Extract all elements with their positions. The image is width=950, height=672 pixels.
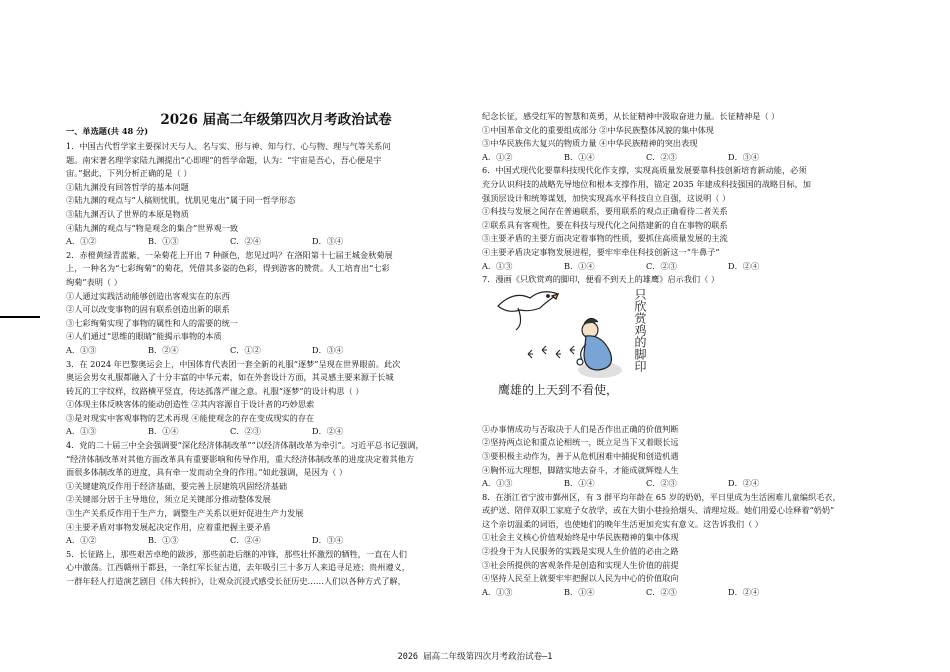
answer-a: A．①③ bbox=[66, 344, 97, 355]
q3-line: 砖瓦的工字纹样，纹路横平竖直，传达孤落严谨之意。礼服“逐梦”的设计构思（ ） bbox=[66, 385, 364, 396]
answer-d: D．②④ bbox=[312, 426, 344, 437]
answer-c: C．②④ bbox=[230, 535, 261, 546]
answer-b: B．①③ bbox=[148, 535, 179, 546]
q1-line: 宙。”据此，下列分析正确的是（ ） bbox=[66, 168, 192, 179]
q5-line: 心中激荡。江西赣州于都县，一条红军长征古道，去年吸引三十多万人来追寻足迹；贵州遵义， bbox=[66, 562, 410, 573]
q7-option: ②坚持两点论和重点论相统一，既立足当下又着眼长远 bbox=[482, 437, 679, 448]
q3-line: 奥运会男女礼服都融入了十分丰富的中华元素，如在外套设计方面，其灵感主要来源于长城 bbox=[66, 372, 394, 383]
q1-option: ④陆九渊的观点与“物是观念的集合”世界观一致 bbox=[66, 222, 239, 233]
q7-option: ①办事情成功与否取决于人们是否作出正确的价值判断 bbox=[482, 423, 679, 434]
q2-option: ①人通过实践活动能够创造出客观实在的东西 bbox=[66, 290, 230, 301]
q8-option: ③社会所提供的客观条件是创造和实现人生价值的前提 bbox=[482, 559, 679, 570]
q8-option: ④坚持人民至上就要牢牢把握以人民为中心的价值取向 bbox=[482, 573, 679, 584]
answer-b: B．①④ bbox=[564, 260, 595, 271]
answer-c: C．②③ bbox=[646, 260, 677, 271]
q8-line: 或护送、陪伴双职工家庭子女放学，或在大街小巷捡拾烟头、清理垃圾。她们用爱心诠释着“奶奶” bbox=[482, 505, 835, 516]
page-title: 2026 届高二年级第四次月考政治试卷 bbox=[160, 112, 392, 128]
q8-line: 这个亲切温柔的词语，也使她们的晚年生活更加充实有意义。这告诉我们（ ） bbox=[482, 518, 763, 529]
q8-option: ①社会主义核心价值观始终是中华民族精神的集中体现 bbox=[482, 532, 679, 543]
answer-d: D．②④ bbox=[728, 586, 760, 597]
q6-option: ③主要矛盾的主要方面决定着事物的性质，要抓住高质量发展的主流 bbox=[482, 233, 728, 244]
answer-a: A．①③ bbox=[482, 586, 513, 597]
q4-option: ②关键部分居于主导地位，须立足关键部分推动整体发展 bbox=[66, 494, 271, 505]
answer-c: C．①② bbox=[230, 344, 261, 355]
q5-option: ①中国革命文化的重要组成部分 ②中华民族整体风貌的集中体现 bbox=[482, 124, 714, 135]
q3-answers bbox=[66, 425, 450, 439]
q5-line: 5．长征路上，那些艰苦卓绝的跋涉，那些前赴后继的冲锋，那些壮怀激烈的牺牲，一直在人们 bbox=[66, 548, 407, 559]
answer-c: C．②③ bbox=[646, 586, 677, 597]
footprints bbox=[528, 346, 575, 358]
cartoon-caption: 鹰雄的上天到不看使， bbox=[498, 383, 619, 397]
answer-d: D．③④ bbox=[728, 151, 760, 162]
q1-option: ①陆九渊没有回答哲学的基本问题 bbox=[66, 181, 189, 192]
q4-line: 4．党的二十届三中全会强调要“深化经济体制改革”“以经济体制改革为牵引”。习近平总书记强调， bbox=[66, 440, 424, 451]
q4-option: ①关键建筑反作用于经济基础，要完善上层建筑巩固经济基础 bbox=[66, 480, 288, 491]
answer-b: B．②④ bbox=[148, 344, 179, 355]
answer-c: C．②④ bbox=[230, 236, 261, 247]
answer-b: B．①④ bbox=[564, 586, 595, 597]
q5-answers bbox=[482, 151, 874, 165]
q6-line: 强顶层设计和统筹谋划，加快实现高水平科技自立自强，这说明（ ） bbox=[482, 192, 731, 203]
q3-option: ③是对现实中客观事物的艺术再现 ④能使观念的存在变成现实的存在 bbox=[66, 412, 315, 423]
q4-option: ④主要矛盾对事物发展起决定作用，应着重把握主要矛盾 bbox=[66, 521, 271, 532]
eagle-figure bbox=[498, 292, 558, 330]
answer-a: A．①② bbox=[66, 236, 97, 247]
q2-answers bbox=[66, 344, 450, 358]
q6-option: ②联系具有客观性，要在科技与现代化之间搭建新的自在事物的联系 bbox=[482, 219, 728, 230]
q8-answers bbox=[482, 586, 874, 600]
q1-option: ②陆九渊的观点与“人稿则忧肌，忧肌见鬼出”属于同一哲学形态 bbox=[66, 195, 296, 206]
q4-line: 面很多体制改革的进度，具有牵一发而动全身的作用。”如此强调，是因为（ ） bbox=[66, 467, 348, 478]
q6-line: 6．中国式现代化要靠科技现代化作支撑，实现高质量发展要靠科技创新培育新动能，必须 bbox=[482, 165, 807, 176]
answer-b: B．①④ bbox=[564, 478, 595, 489]
q1-answers bbox=[66, 235, 450, 249]
person-figure bbox=[577, 318, 622, 378]
answer-a: A．①③ bbox=[482, 260, 513, 271]
answer-d: D．②④ bbox=[728, 260, 760, 271]
q2-line: 绚菊”表明（ ） bbox=[66, 276, 122, 287]
margin-mark bbox=[0, 316, 40, 318]
cartoon-illustration bbox=[490, 284, 658, 402]
cartoon-drawing bbox=[490, 284, 658, 402]
q4-answers bbox=[66, 534, 450, 548]
q6-line: 充分认识科技的战略先导地位和根本支撑作用，锚定 2035 年建成科技强国的战略目标，加 bbox=[482, 178, 811, 189]
answer-a: A．①② bbox=[66, 535, 97, 546]
answer-a: A．①③ bbox=[482, 478, 513, 489]
q6-option: ①科技与发展之间存在普遍联系，要用联系的观点正确看待二者关系 bbox=[482, 206, 728, 217]
q3-line: 3．在 2024 年巴黎奥运会上，中国体育代表团一套全新的礼服“逐梦”呈现在世界眼前。此次 bbox=[66, 358, 401, 369]
cartoon-side-text: 只欣赏鸡的脚印 bbox=[633, 288, 647, 372]
answer-a: A．①② bbox=[482, 151, 513, 162]
page-footer: 2026 届高二年级第四次月考政治试卷—1 bbox=[397, 652, 553, 662]
answer-d: D．③④ bbox=[312, 535, 344, 546]
q6-option: ④主要矛盾决定事物发展进程，要牢牢牵住科技创新这一“牛鼻子” bbox=[482, 246, 720, 257]
q8-line: 8．在浙江省宁波市鄞州区，有 3 群平均年龄在 65 岁的奶奶，平日里成为生活困难儿童编织毛衣， bbox=[482, 491, 841, 502]
answer-d: D．②④ bbox=[728, 478, 760, 489]
q6-answers bbox=[482, 260, 874, 274]
q1-option: ③陆九渊否认了世界的本原是物质 bbox=[66, 208, 189, 219]
answer-b: B．①③ bbox=[148, 236, 179, 247]
answer-c: C．②③ bbox=[646, 478, 677, 489]
answer-d: D．③④ bbox=[312, 344, 344, 355]
q2-line: 2．赤橙黄绿青蓝紫，一朵菊花上开出 7 种颜色，您见过吗？在洛阳第十七届王城金秋菊展 bbox=[66, 249, 393, 260]
q7-line: 7．漫画《只欣赏鸡的脚印，便看不到天上的雄鹰》启示我们（ ） bbox=[482, 274, 720, 285]
answer-b: B．①④ bbox=[564, 151, 595, 162]
answer-d: D．③④ bbox=[312, 236, 344, 247]
q2-option: ③七彩绚菊实现了事物的属性和人的需要的统一 bbox=[66, 317, 238, 328]
q5-option: ③中华民族伟大复兴的物质力量 ④中华民族精神的突出表现 bbox=[482, 138, 698, 149]
q5-line: 一群年轻人打造演艺剧目《伟大转折》，让观众沉浸式感受长征历史……人们以各种方式了解， bbox=[66, 576, 406, 586]
q7-answers bbox=[482, 477, 874, 491]
q2-option: ②人可以改变事物的固有联系创造出新的联系 bbox=[66, 304, 230, 315]
q2-line: 上，一种名为“七彩绚菊”的菊花，凭借其多姿的色彩，得到游客的赞赏。人工培育出“七彩 bbox=[66, 263, 390, 274]
q3-option: ①体现主体反映客体的能动创造性 ②其内容源自于设计者的巧妙思索 bbox=[66, 399, 315, 410]
q2-option: ④人们通过“思维的眼睛”能揭示事物的本质 bbox=[66, 331, 222, 342]
answer-c: C．②③ bbox=[230, 426, 261, 437]
section-heading: 一、单选题(共 48 分) bbox=[66, 126, 149, 136]
q7-option: ④胸怀远大理想，脚踏实地去奋斗，才能成就辉煌人生 bbox=[482, 464, 679, 475]
q4-option: ③生产关系反作用于生产力，调整生产关系以更好促进生产力发展 bbox=[66, 508, 304, 519]
q1-line: 1．中国古代哲学家主要探讨天与人、名与实、形与神、知与行、心与物、理与气等关系问 bbox=[66, 141, 391, 151]
q8-option: ②投身于为人民服务的实践是实现人生价值的必由之路 bbox=[482, 546, 679, 557]
q5-line: 纪念长征，感受红军的智慧和英勇，从长征精神中汲取奋进力量。长征精神是（ ） bbox=[482, 111, 780, 121]
answer-b: B．①④ bbox=[148, 426, 179, 437]
q4-line: “经济体制改革对其他方面改革具有重要影响和传导作用，重大经济体制改革的进度决定着其他方 bbox=[66, 453, 415, 464]
q1-line: 题。南宋著名理学家陆九渊提出“心即理”的哲学命题，认为：“宇宙是吾心，吾心便是宇 bbox=[66, 154, 382, 165]
answer-c: C．②③ bbox=[646, 151, 677, 162]
q7-option: ③要积极主动作为，善于从危机困难中捕捉和创造机遇 bbox=[482, 450, 679, 461]
answer-a: A．①③ bbox=[66, 426, 97, 437]
